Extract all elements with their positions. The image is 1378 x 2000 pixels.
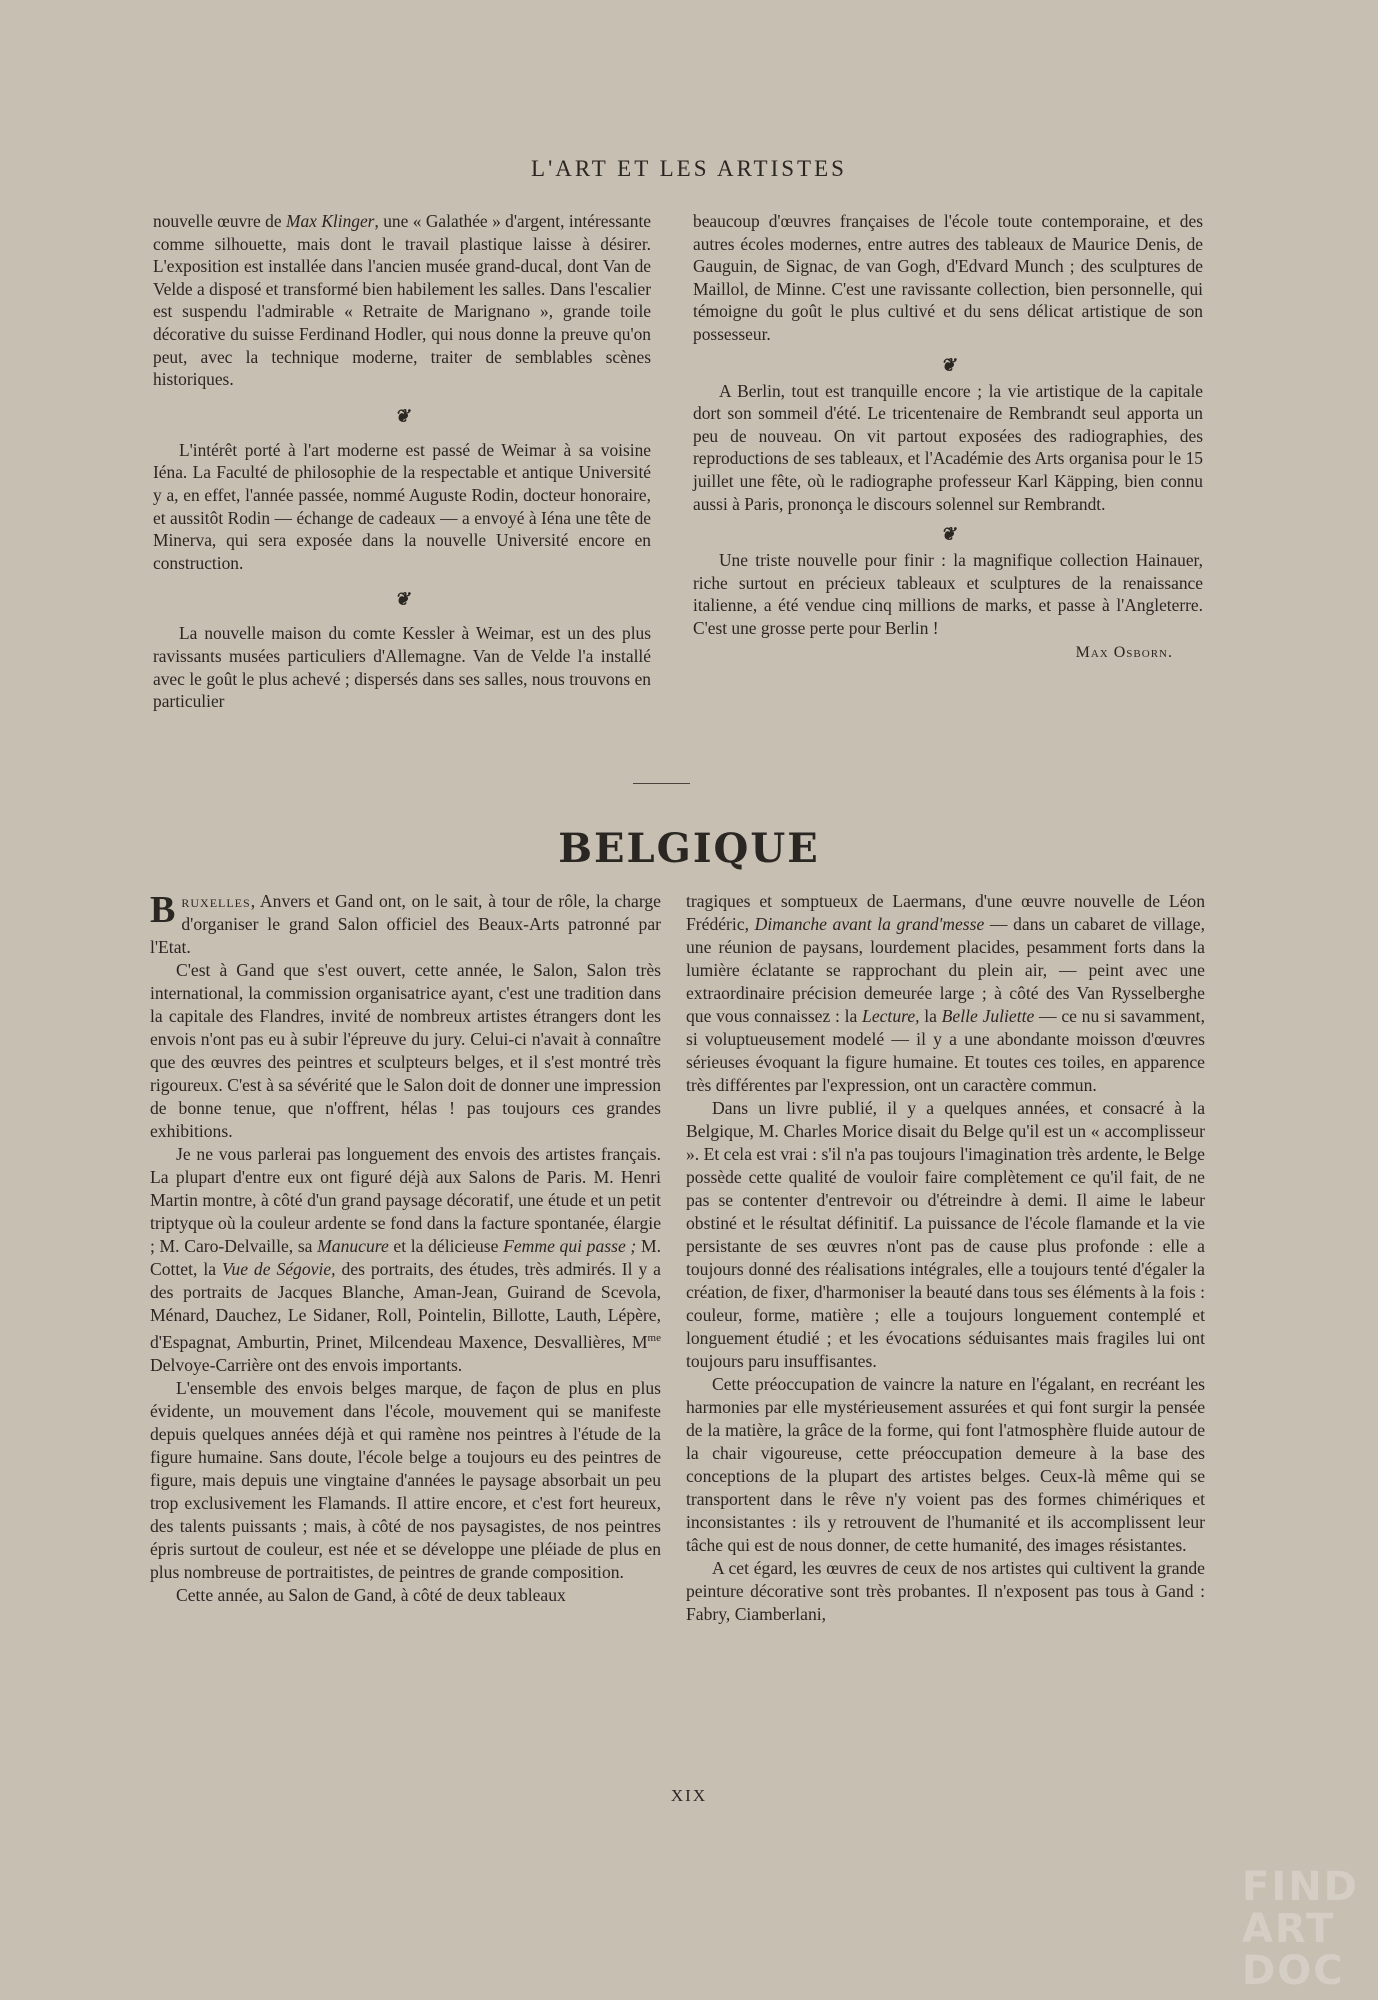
paragraph: beaucoup d'œuvres françaises de l'école toute contemporaine, et des autres écoles modernes, entre autres des tableaux de Maurice Denis, de Gauguin, de Signac, de van Gogh, d'Edvard Munch ; des sculptures de Maillol, de Minne. C'est une ravissante collection, bien personnelle, qui témoigne du goût le plus cultivé et du sens délicat artistique de son possesseur.	[693, 211, 1203, 344]
page-header: L'ART ET LES ARTISTES	[531, 156, 847, 181]
fleuron-ornament: ❦	[940, 524, 956, 545]
fleuron-ornament: ❦	[940, 354, 956, 375]
column-top-right	[693, 210, 1203, 664]
paragraph: A Berlin, tout est tranquille encore ; la vie artistique de la capitale dort son sommeil d'été. Le tricentenaire de Rembrandt seul apporta un peu de nouveau. On vit partout exposées des radiographies, des reproductions de ses tableaux, et l'Académie des Arts organisa pour le 15 juillet une fête, où le radiographe professeur Karl Käpping, bien connu aussi à Paris, prononça le discours solennel sur Rembrandt.	[693, 380, 1203, 514]
column-bottom-right	[686, 890, 1205, 1626]
paragraph: L'intérêt porté à l'art moderne est passé de Weimar à sa voisine Iéna. La Faculté de philosophie de la respectable et antique Université y a, en effet, l'année passée, nommé Auguste Rodin, docteur honoraire, et aussitôt Rodin — échange de cadeaux — a envoyé à Iéna une tête de Minerva, qui sera exposée dans la nouvelle Université encore en construction.	[153, 439, 651, 573]
paragraph: La nouvelle maison du comte Kessler à Weimar, est un des plus ravissants musées particuliers d'Allemagne. Van de Velde l'a installé avec le goût le plus achevé ; dispersés dans ses salles, nous trouvons en particulier	[153, 623, 651, 712]
watermark-logo: FIND ART DOC	[1242, 1864, 1359, 1994]
paragraph: Une triste nouvelle pour finir : la magnifique collection Hainauer, riche surtout en précieux tableaux et sculptures de la renaissance italienne, a été vendue cinq millions de marks, et passe à l'Angleterre. C'est une grosse perte pour Berlin !	[693, 550, 1203, 638]
column-top-left	[153, 210, 651, 713]
paragraph: Cette préoccupation de vaincre la nature en l'égalant, en recréant les harmonies par elle mystérieusement assurées et qui font surgir la pensée de la matière, la grâce de la forme, qui font l'atmosphère fluide autour de la chair vigoureuse, cette préoccupation demeure à la base des conceptions de la plupart des artistes belges. Ceux-là même qui se transportent dans le rêve n'y voient pas des formes chimériques et inconsistantes : ils y retrouvent de l'humanité et ils accomplissent leur tâche qui est de nous donner, de cette humanité, des images résistantes.	[686, 1374, 1205, 1555]
drop-cap: B	[150, 889, 176, 931]
paragraph: Cette année, au Salon de Gand, à côté de deux tableaux	[176, 1584, 566, 1605]
paragraph: A cet égard, les œuvres de ceux de nos artistes qui cultivent la grande peinture décorative sont très probantes. Il n'exposent pas tous à Gand : Fabry, Ciamberlani,	[686, 1558, 1205, 1624]
paragraph: C'est à Gand que s'est ouvert, cette année, le Salon, Salon très international, la commission organisatrice ayant, c'est une tradition dans la capitale des Flandres, invité de nombreux artistes étrangers dont les envois n'ont pas eu à subir l'épreuve du jury. Celui-ci n'avait à connaître que des œuvres des peintres et sculpteurs belges, et il s'est montré très rigoureux. C'est à sa sévérité que le Salon doit de donner une impression de bonne tenue, que n'offrent, hélas ! pas toujours ces grandes exhibitions.	[150, 960, 661, 1141]
paragraph: L'ensemble des envois belges marque, de façon de plus en plus évidente, un mouvement dans l'école, mouvement qui se manifeste depuis quelques années déjà et qui ramène nos peintres à l'étude de la figure humaine. Sans doute, l'école belge a toujours eu des peintres de figure, mais depuis une vingtaine d'années le paysage absorbait un peu trop exclusivement les Flamands. Il attire encore, et c'est fort heureux, des talents puissants ; mais, à côté de nos paysagistes, de nos peintres épris surtout de couleur, est née et se développe une pléiade de plus en plus nombreuse de portraitistes, de peintres de grande composition.	[150, 1377, 661, 1582]
fleuron-ornament: ❦	[394, 405, 410, 426]
page-number: XIX	[670, 1786, 708, 1805]
author-signature: Max Osborn.	[1075, 643, 1173, 661]
fleuron-ornament: ❦	[394, 589, 410, 610]
column-bottom-left	[150, 890, 661, 1607]
paragraph: tragiques et somptueux de Laermans, d'une œuvre nouvelle de Léon Frédéric, Dimanche avant la grand'messe — dans un cabaret de village, une réunion de paysans, lourdement placides, pesamment forts dans la lumière éclatante se rapprochant du plein air, — peint avec une extraordinaire précision demeurée large ; à côté des Van Rysselberghe que vous connaissez : la Lecture, la Belle Juliette — ce nu si savamment, si voluptueusement modelé — il y a une abondante moisson d'œuvres sérieuses évoquant la figure humaine. Et toutes ces toiles, en apparence très différentes par l'expression, ont un caractère commun.	[686, 891, 1205, 1095]
paragraph: nouvelle œuvre de Max Klinger, une « Galathée » d'argent, intéressante comme silhouette, mais dont le travail plastique laisse à désirer. L'exposition est installée dans l'ancien musée grand-ducal, dont Van de Velde a disposé et transformé bien habilement les salles. Dans l'escalier est suspendu l'admirable « Retraite de Marignano », grande toile décorative du suisse Ferdinand Hodler, qui nous donne la preuve qu'on peut, avec la technique moderne, traiter de semblables scènes historiques.	[153, 211, 651, 390]
paragraph: Bruxelles, Anvers et Gand ont, on le sait, à tour de rôle, la charge d'organiser le grand Salon officiel des Beaux-Arts patronné par l'Etat.	[150, 889, 661, 957]
paragraph: Dans un livre publié, il y a quelques années, et consacré à la Belgique, M. Charles Morice disait du Belge qu'il est un « accomplisseur ». Et cela est vrai : s'il n'a pas toujours l'imagination très ardente, le Belge possède cette qualité de vouloir faire complètement ce qu'il fait, de ne pas se contenter d'entrevoir ou d'étreindre à demi. Il aime le labeur obstiné et le résultat définitif. La puissance de l'école flamande et la vie persistante de ses œuvres n'ont pas de cause plus profonde : elle a toujours donné des réalisations intégrales, elle a toujours tenté d'égaler la création, de fixer, d'harmoniser la beauté dans tous ses éléments à la fois : couleur, forme, matière ; elle a toujours longuement contemplé et longuement étudié ; et les évocations séduisantes mais fragiles lui ont toujours paru insuffisantes.	[686, 1098, 1205, 1371]
section-title: BELGIQUE	[558, 825, 820, 872]
paragraph: Je ne vous parlerai pas longuement des envois des artistes français. La plupart d'entre eux ont figuré déjà aux Salons de Paris. M. Henri Martin montre, à côté d'un grand paysage décoratif, une étude et un petit triptyque où la couleur ardente se fond dans la facture spontanée, élargie ; M. Caro-Delvaille, sa Manucure et la délicieuse Femme qui passe ; M. Cottet, la Vue de Ségovie, des portraits, des études, très admirés. Il y a des portraits de Jacques Blanche, Aman-Jean, Guirand de Scevola, Ménard, Dauchez, Le Sidaner, Roll, Pointelin, Billotte, Lauth, Lépère, d'Espagnat, Amburtin, Prinet, Milcendeau Maxence, Desvallières, $M^{me}$ Delvoye-Carrière ont des envois importants.	[150, 1144, 661, 1375]
section-divider	[633, 783, 690, 784]
